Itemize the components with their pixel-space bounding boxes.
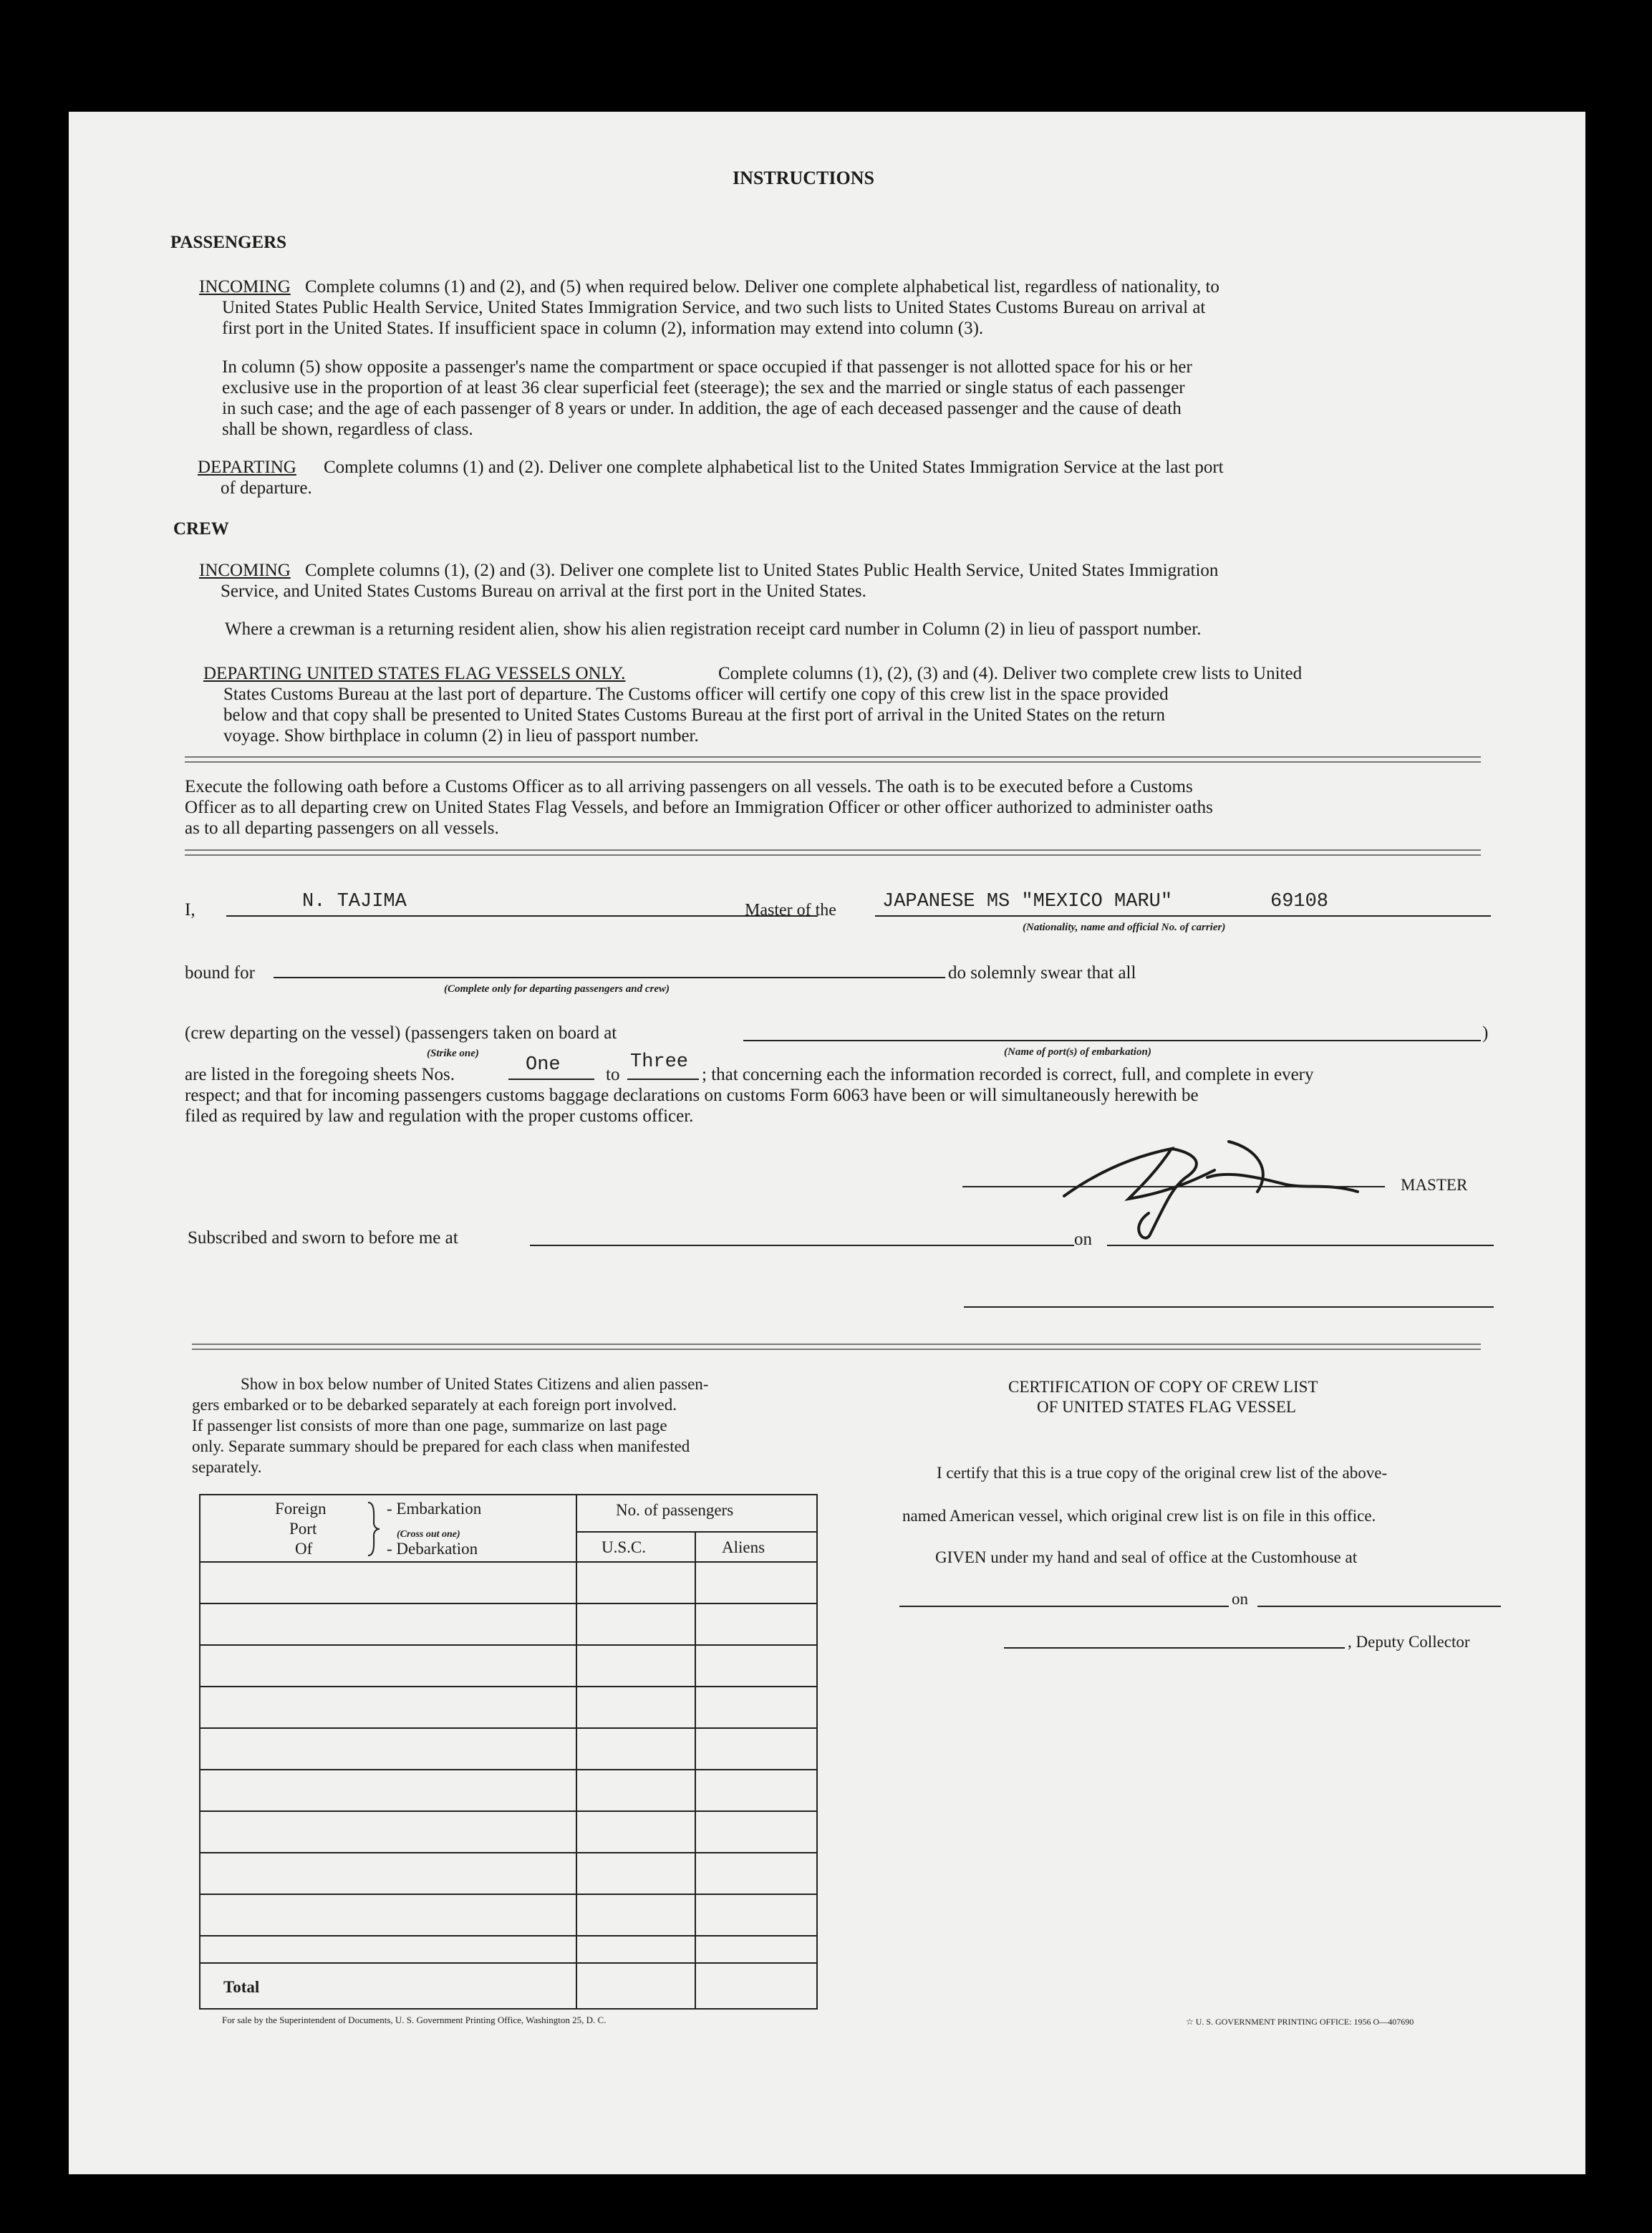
respect-line: respect; and that for incoming passengers customs baggage declarations on customs Form 6063 have been or will simultaneously herewith be (185, 1086, 1199, 1105)
certification-date-line (1257, 1606, 1501, 1607)
table-row[interactable] (201, 1646, 816, 1687)
table-row[interactable] (201, 1729, 816, 1770)
on-label: on (1074, 1230, 1092, 1249)
passengers-heading: PASSENGERS (170, 233, 287, 252)
master-of-label: Master of the (745, 901, 836, 920)
summary-instruction-line: Show in box below number of United States Citizens and alien passen- (241, 1375, 709, 1393)
table-row[interactable] (201, 1563, 816, 1604)
close-paren: ) (1482, 1023, 1489, 1043)
subscribed-place-line (530, 1245, 1074, 1246)
passengers-departing-line: Complete columns (1) and (2). Deliver one complete alphabetical list to the United States Immigration Service at the last port (324, 458, 1224, 477)
vessel-name-field[interactable]: JAPANESE MS "MEXICO MARU" (882, 891, 1173, 912)
table-header-debarkation: - Debarkation (387, 1540, 478, 1558)
oath-i-label: I, (185, 900, 195, 920)
table-row[interactable] (201, 1895, 816, 1937)
column5-line: exclusive use in the proportion of at least 36 clear superficial feet (steerage); the sex and the married or single status of each passenger (222, 378, 1185, 397)
crew-departing-line: States Customs Bureau at the last port of departure. The Customs officer will certify one copy of this crew list in the space provided (223, 685, 1169, 704)
table-header-of: Of (295, 1540, 313, 1558)
certification-title: CERTIFICATION OF COPY OF CREW LIST (1008, 1378, 1318, 1396)
ports-caption: (Name of port(s) of embarkation) (1004, 1046, 1151, 1058)
deputy-collector-label: , Deputy Collector (1348, 1633, 1470, 1651)
master-name-field[interactable]: N. TAJIMA (302, 891, 407, 912)
deputy-collector-line (1004, 1647, 1345, 1649)
oath-intro-line: Execute the following oath before a Customs Officer as to all arriving passengers on all vessels. The oath is to be executed before a Customs (185, 777, 1193, 796)
column5-line: in such case; and the age of each passenger of 8 years or under. In addition, the age of each deceased passenger and the cause of death (222, 399, 1182, 418)
master-name-line (226, 915, 818, 917)
brace-icon (365, 1501, 382, 1557)
listed-label: are listed in the foregoing sheets Nos. (185, 1065, 455, 1084)
sheet-to-line (627, 1079, 699, 1080)
footer-right: ☆ U. S. GOVERNMENT PRINTING OFFICE: 1956 O—407690 (1186, 2017, 1414, 2027)
table-header-cross-out: (Cross out one) (397, 1529, 460, 1540)
crew-incoming-label: INCOMING (199, 561, 291, 580)
crew-departing-line: below and that copy shall be presented to United States Customs Bureau at the first port of arrival in the United States on the return (223, 705, 1165, 725)
strike-caption: (Strike one) (427, 1048, 479, 1059)
crew-departing-label: DEPARTING UNITED STATES FLAG VESSELS ONLY. (203, 664, 626, 683)
officer-signature-line (964, 1306, 1494, 1308)
bound-for-caption: (Complete only for departing passengers and crew) (444, 983, 670, 995)
table-header-port: Port (289, 1520, 317, 1538)
passengers-departing-line: of departure. (221, 478, 312, 498)
master-label: MASTER (1401, 1176, 1468, 1194)
oath-intro-line: as to all departing passengers on all vessels. (185, 819, 499, 838)
table-header-no-passengers: No. of passengers (616, 1501, 734, 1519)
summary-instruction-line: If passenger list consists of more than one page, summarize on last page (192, 1417, 667, 1434)
bound-for-label: bound for (185, 963, 255, 983)
passengers-incoming-label: INCOMING (199, 277, 291, 296)
table-header-foreign: Foreign (275, 1500, 327, 1518)
official-number-field[interactable]: 69108 (1270, 891, 1329, 912)
respect-line: filed as required by law and regulation with the proper customs officer. (185, 1106, 694, 1126)
table-row[interactable] (201, 1937, 816, 1964)
column5-line: shall be shown, regardless of class. (222, 420, 473, 439)
divider (185, 849, 1481, 856)
passengers-incoming-line: Complete columns (1) and (2), and (5) when required below. Deliver one complete alphabetical list, regardless of nationality, to (305, 277, 1219, 296)
passengers-incoming-line: United States Public Health Service, United States Immigration Service, and two such lists to United States Customs Bureau on arrival at (222, 298, 1206, 317)
crew-heading: CREW (173, 519, 229, 539)
table-row[interactable] (201, 1604, 816, 1646)
footer-left: For sale by the Superintendent of Documents, U. S. Government Printing Office, Washington 25, D. C. (222, 2015, 607, 2025)
page-title: INSTRUCTIONS (733, 168, 874, 188)
certification-on-label: on (1232, 1590, 1248, 1608)
master-signature (957, 1127, 1444, 1242)
crew-departing-line: Complete columns (1), (2), (3) and (4). Deliver two complete crew lists to United (718, 664, 1303, 683)
certification-title: OF UNITED STATES FLAG VESSEL (1037, 1398, 1296, 1416)
table-row[interactable] (201, 1770, 816, 1812)
table-header-aliens: Aliens (722, 1538, 765, 1556)
form-page (69, 112, 1585, 2174)
crew-incoming-line: Complete columns (1), (2) and (3). Deliver one complete list to United States Public Health Service, United States Immigration (305, 561, 1219, 580)
table-header-usc: U.S.C. (602, 1538, 646, 1556)
passengers-departing-label: DEPARTING (198, 458, 296, 477)
oath-intro-line: Officer as to all departing crew on United States Flag Vessels, and before an Immigration Officer or other officer authorized to administer oaths (185, 798, 1213, 817)
sheet-to-field[interactable]: Three (630, 1051, 689, 1073)
table-total-label: Total (223, 1978, 260, 1996)
crew-incoming-line: Service, and United States Customs Bureau on arrival at the first port in the United States. (221, 582, 866, 601)
table-header-embarkation: - Embarkation (387, 1500, 482, 1518)
divider (192, 1344, 1481, 1350)
certification-line: GIVEN under my hand and seal of office at the Customhouse at (935, 1548, 1358, 1566)
column5-line: In column (5) show opposite a passenger's name the compartment or space occupied if that passenger is not allotted space for his or her (222, 357, 1192, 377)
summary-instruction-line: separately. (192, 1458, 262, 1476)
crew-resident-line: Where a crewman is a returning resident alien, show his alien registration receipt card number in Column (2) in lieu of passport number. (225, 619, 1202, 639)
passengers-incoming-line: first port in the United States. If insufficient space in column (2), information may extend into column (3). (222, 319, 984, 338)
sheet-from-line (508, 1079, 594, 1080)
summary-instruction-line: gers embarked or to be debarked separately at each foreign port involved. (192, 1396, 677, 1414)
vessel-caption: (Nationality, name and official No. of carrier) (1023, 922, 1226, 933)
master-signature-line (962, 1186, 1385, 1187)
subscribed-date-line (1107, 1245, 1494, 1246)
subscribed-label: Subscribed and sworn to before me at (188, 1228, 458, 1248)
crew-passengers-label: (crew departing on the vessel) (passengers taken on board at (185, 1023, 617, 1043)
table-row[interactable] (201, 1812, 816, 1853)
certification-line: named American vessel, which original crew list is on file in this office. (902, 1507, 1376, 1525)
certification-line: I certify that this is a true copy of the original crew list of the above- (937, 1464, 1388, 1482)
swear-label: do solemnly swear that all (948, 963, 1136, 983)
listed-rest: ; that concerning each the information recorded is correct, full, and complete in every (702, 1065, 1314, 1084)
divider (185, 756, 1481, 763)
summary-instruction-line: only. Separate summary should be prepared for each class when manifested (192, 1437, 690, 1455)
sheet-from-field[interactable]: One (526, 1054, 561, 1076)
passenger-summary-table (199, 1494, 818, 2010)
customhouse-line (899, 1606, 1229, 1607)
table-header-subdivider (576, 1531, 816, 1533)
crew-departing-line: voyage. Show birthplace in column (2) in lieu of passport number. (223, 726, 699, 746)
table-row[interactable] (201, 1853, 816, 1895)
table-row[interactable] (201, 1687, 816, 1729)
to-label: to (606, 1065, 620, 1084)
